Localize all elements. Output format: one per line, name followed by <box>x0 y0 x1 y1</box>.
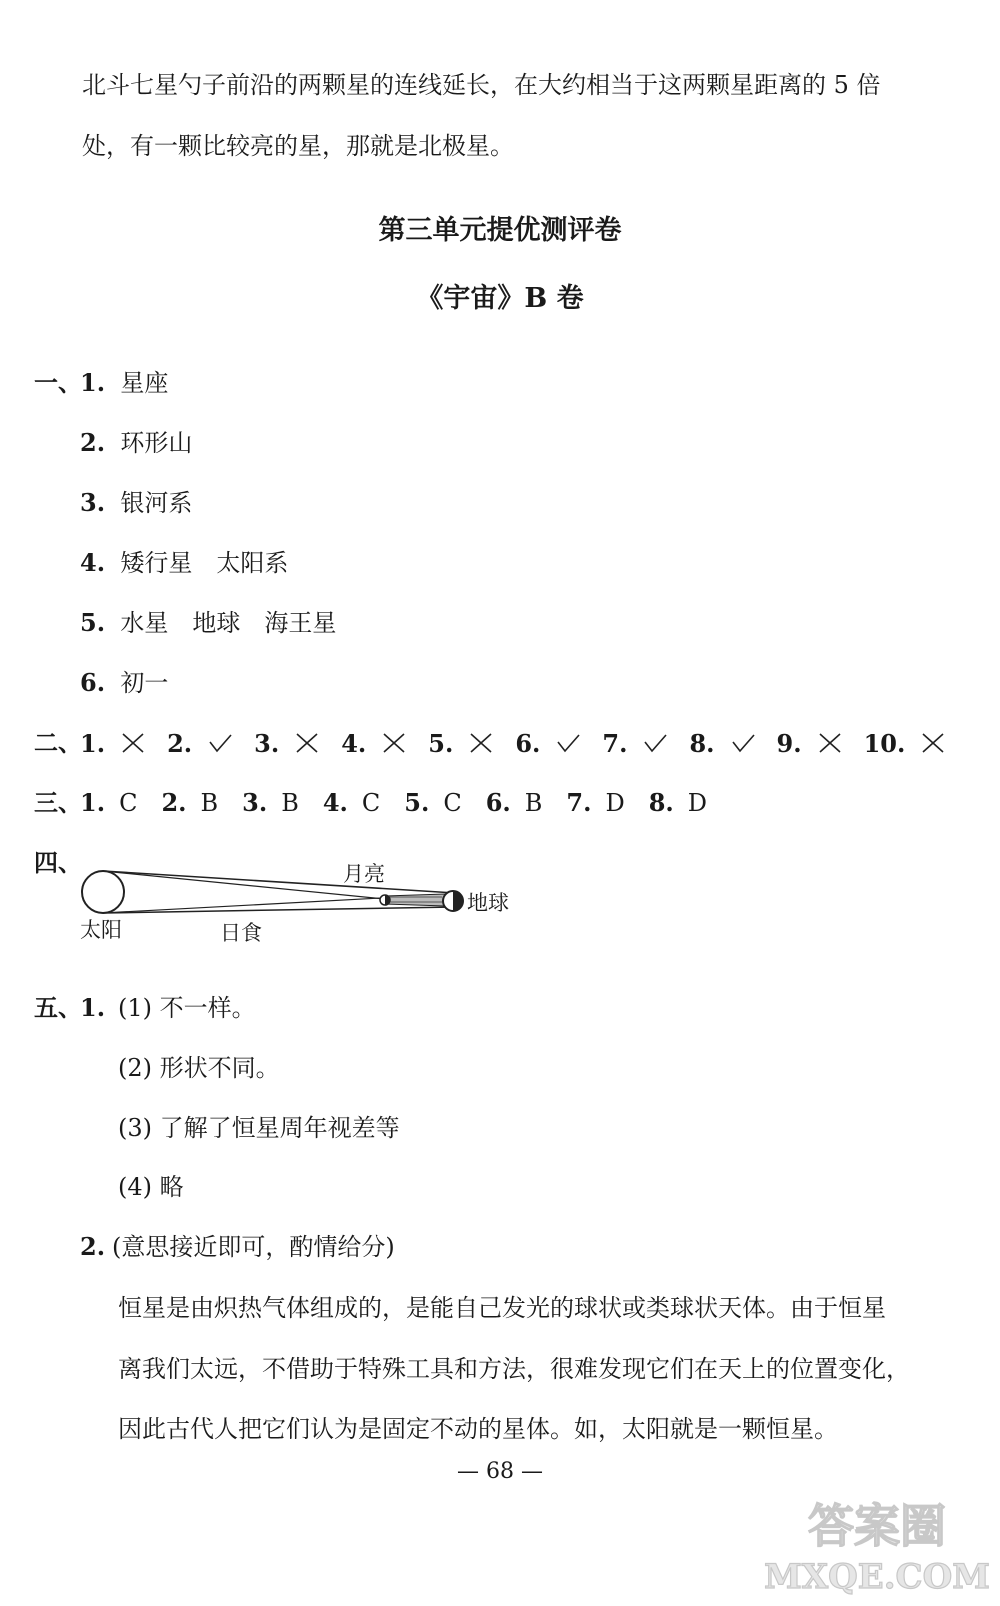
item-number: 3. <box>80 488 106 517</box>
item-number: 1. <box>80 368 106 397</box>
item-number: 8. <box>648 788 674 817</box>
section-5-label: 五、 <box>34 993 82 1022</box>
answer-paragraph-line: 恒星是由炽热气体组成的，是能自己发光的球状或类球状天体。由于恒星 <box>118 1294 886 1322</box>
item-number: 2. <box>80 428 106 457</box>
svg-text:答案圈: 答案圈 <box>808 1499 946 1553</box>
grading-note: (意思接近即可，酌情给分) <box>112 1233 395 1261</box>
choice-answer: C <box>443 789 462 817</box>
sub-answer: (2) 形状不同。 <box>118 1054 280 1082</box>
choice-answer: C <box>361 789 381 817</box>
sub-answer: (1) 不一样。 <box>118 994 256 1022</box>
sun-label: 太阳 <box>80 918 122 942</box>
item-answer: 矮行星 太阳系 <box>120 549 289 577</box>
check-mark-icon <box>554 731 582 755</box>
moon-shadow <box>385 894 445 906</box>
section-2-label: 二、 <box>34 728 82 757</box>
cross-mark-icon <box>816 731 844 755</box>
section-1-label: 一、 <box>34 368 82 397</box>
cross-mark-icon <box>380 731 408 755</box>
item-number: 5. <box>80 608 106 637</box>
earth-dark-side <box>453 891 463 911</box>
item-number: 4. <box>322 788 348 817</box>
section-4-label: 四、 <box>34 848 82 877</box>
choice-answer: B <box>524 789 543 817</box>
item-number: 1. <box>80 729 106 758</box>
answer-paragraph-line: 离我们太远，不借助于特殊工具和方法，很难发现它们在天上的位置变化， <box>118 1355 910 1383</box>
choice-answer: B <box>281 789 299 817</box>
item-number: 6. <box>515 729 541 758</box>
answer-paragraph-line: 因此古代人把它们认为是固定不动的星体。如，太阳就是一颗恒星。 <box>118 1415 838 1443</box>
earth-label: 地球 <box>467 891 509 915</box>
list-item <box>80 368 168 398</box>
cross-mark-icon <box>293 731 321 755</box>
item-answer: 环形山 <box>120 429 193 457</box>
true-false-answers <box>80 728 967 759</box>
item-answer: 银河系 <box>120 489 193 517</box>
question-number: 1. <box>80 993 106 1022</box>
cross-mark-icon <box>919 731 947 755</box>
moon-label: 月亮 <box>343 862 385 886</box>
intro-line-2: 处，有一颗比较亮的星，那就是北极星。 <box>82 132 514 160</box>
choice-answer: D <box>687 789 708 817</box>
sun-circle <box>82 871 124 913</box>
item-number: 1. <box>80 788 106 817</box>
page-title: 第三单元提优测评卷 <box>378 215 622 246</box>
list-item <box>80 488 192 518</box>
sub-answer: (3) 了解了恒星周年视差等 <box>118 1114 400 1142</box>
item-number: 8. <box>689 729 715 758</box>
choice-answers <box>80 788 731 818</box>
check-mark-icon <box>641 731 669 755</box>
item-answer: 星座 <box>120 369 169 397</box>
list-item <box>80 608 336 638</box>
item-number: 6. <box>485 788 511 817</box>
list-item <box>80 668 168 698</box>
item-answer: 水星 地球 海王星 <box>120 609 337 637</box>
check-mark-icon <box>206 731 234 755</box>
eclipse-label: 日食 <box>220 921 262 945</box>
sub-answer: (4) 略 <box>118 1173 184 1201</box>
item-number: 7. <box>566 788 592 817</box>
cross-mark-icon <box>119 731 147 755</box>
item-number: 2. <box>161 788 187 817</box>
list-item <box>80 548 288 578</box>
choice-answer: C <box>119 789 138 817</box>
question-number: 2. <box>80 1232 106 1261</box>
choice-answer: D <box>605 789 625 817</box>
ray-line <box>103 871 455 893</box>
page-number: — 68 — <box>457 1459 543 1484</box>
item-number: 6. <box>80 668 106 697</box>
item-number: 9. <box>776 729 802 758</box>
cross-mark-icon <box>467 731 495 755</box>
intro-line-1: 北斗七星勺子前沿的两颗星的连线延长，在大约相当于这两颗星距离的 5 倍 <box>82 71 881 99</box>
item-number: 3. <box>242 788 268 817</box>
item-number: 7. <box>602 729 628 758</box>
page-subtitle: 《宇宙》B 卷 <box>416 283 584 314</box>
item-answer: 初一 <box>120 669 169 697</box>
svg-text:MXQE.COM: MXQE.COM <box>764 1557 990 1597</box>
section-3-label: 三、 <box>34 788 82 817</box>
item-number: 5. <box>428 729 454 758</box>
check-mark-icon <box>729 731 757 755</box>
item-number: 2. <box>167 729 193 758</box>
item-number: 4. <box>341 729 367 758</box>
watermark-logo <box>762 1490 992 1600</box>
item-number: 5. <box>404 788 430 817</box>
item-number: 3. <box>254 729 280 758</box>
choice-answer: B <box>200 789 219 817</box>
item-number: 4. <box>80 548 106 577</box>
solar-eclipse-diagram <box>70 850 530 950</box>
list-item <box>80 428 192 458</box>
item-number: 10. <box>863 729 906 758</box>
